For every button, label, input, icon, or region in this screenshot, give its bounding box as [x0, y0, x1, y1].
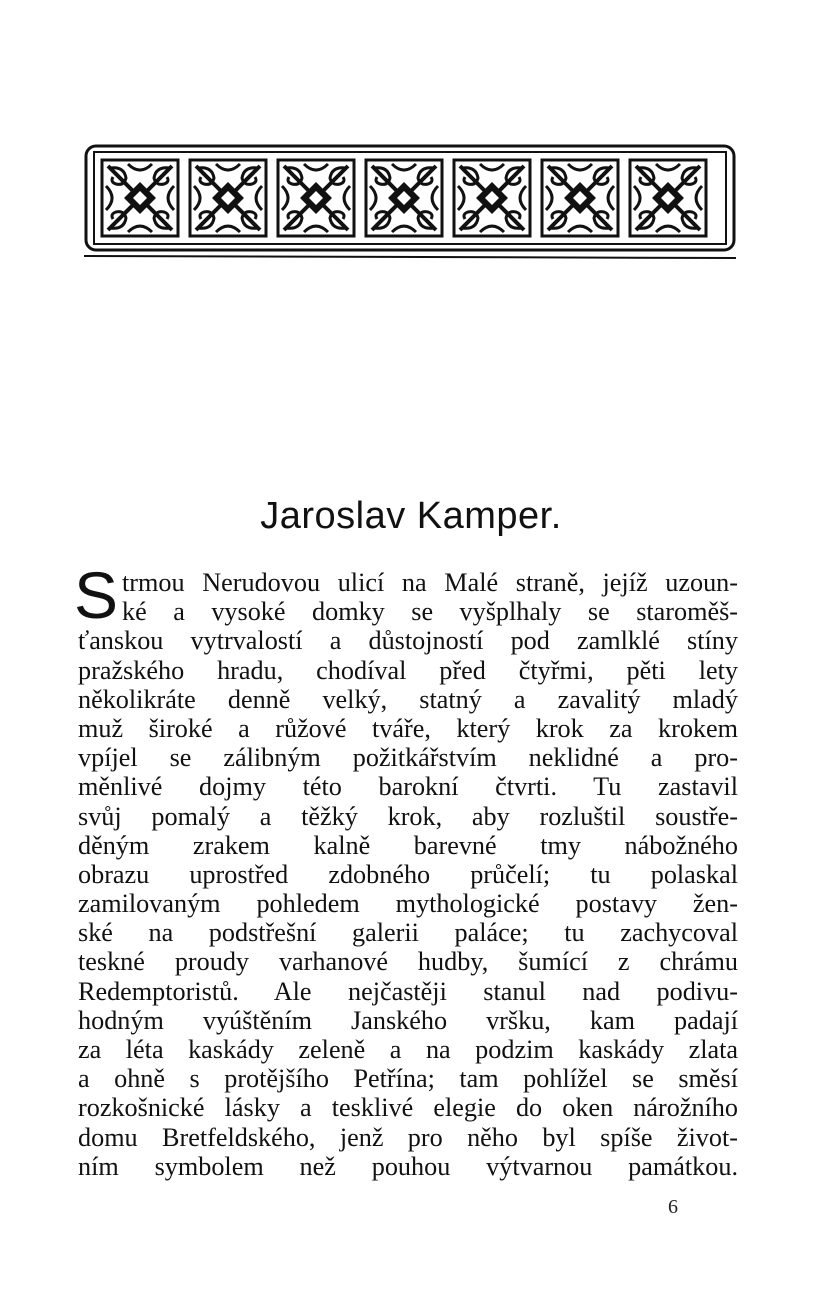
text-line: zamilovaným pohledem mythologické postavy žen- [78, 889, 738, 919]
drop-cap: S [74, 558, 119, 632]
text-line: muž široké a růžové tváře, který krok za krokem [78, 713, 738, 743]
text-line: rozkošnické lásky a tesklivé elegie do oken nárožního [78, 1093, 738, 1123]
text-line: ťanskou vytrvalostí a důstojností pod zamlklé stíny [78, 626, 738, 656]
text-line: a ohně s protějšího Petřína; tam pohlížel se směsí [78, 1064, 738, 1094]
body-paragraph [74, 558, 738, 1181]
text-line: svůj pomalý a těžký krok, aby rozluštil soustře- [78, 801, 738, 831]
text-line: ské na podstřešní galerii paláce; tu zachycoval [78, 918, 738, 948]
text-line: domu Bretfeldského, jenž pro něho byl spíše život- [78, 1122, 738, 1152]
text-line: obrazu uprostřed zdobného průčelí; tu polaskal [78, 859, 738, 889]
text-line: pražského hradu, chodíval před čtyřmi, pěti lety [78, 655, 738, 685]
text-line: děným zrakem kalně barevné tmy nábožného [78, 830, 738, 860]
text-line: trmou Nerudovou ulicí na Malé straně, jejíž uzoun- [122, 568, 738, 597]
text-line: několikráte denně velký, statný a zavalitý mladý [78, 684, 738, 714]
text-line: měnlivé dojmy této barokní čtvrti. Tu zastavil [78, 772, 738, 802]
page-number: 6 [668, 1196, 678, 1218]
text-line: ním symbolem než pouhou výtvarnou památkou. [78, 1151, 738, 1181]
text-line: za léta kaskády zeleně a na podzim kaskády zlata [78, 1035, 738, 1064]
text-line: ké a vysoké domky se vyšplhaly se staroměš- [122, 597, 738, 627]
text-line: vpíjel se zálibným požitkářstvím neklidné a pro- [78, 743, 738, 773]
chapter-title: Jaroslav Kamper. [260, 495, 562, 537]
ornamental-header-band [80, 134, 740, 264]
text-line: Redemptoristů. Ale nejčastěji stanul nad podivu- [78, 976, 738, 1006]
text-line: teskné proudy varhanové hudby, šumící z chrámu [78, 947, 738, 977]
text-line: hodným vyúštěním Janského vršku, kam padají [78, 1005, 738, 1035]
